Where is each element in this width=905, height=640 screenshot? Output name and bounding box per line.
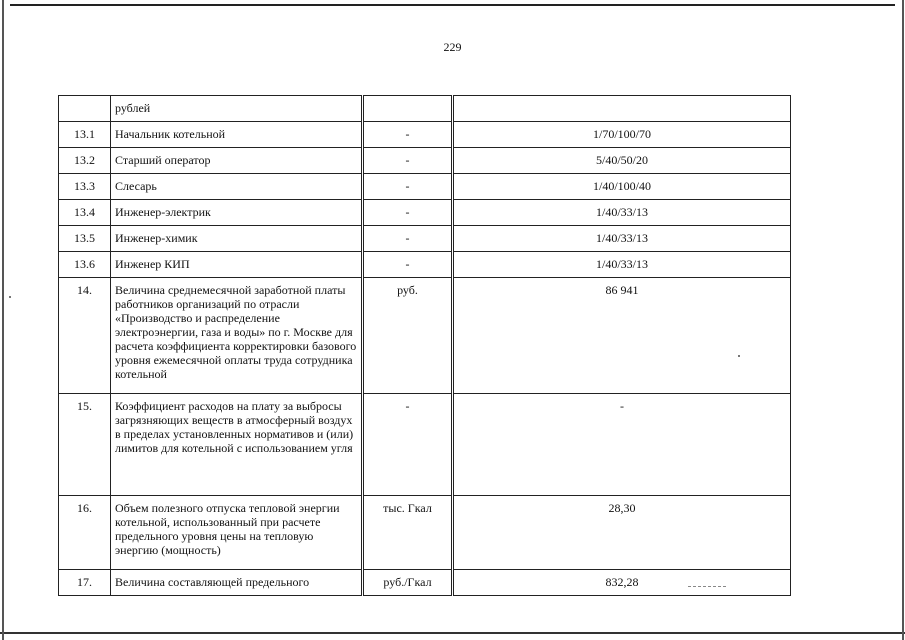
- table-row: [59, 200, 791, 226]
- row-name: Коэффициент расходов на плату за выбросы загрязняющих веществ в атмосферный воздух в пределах установленных нормативов и (или) лимитов для котельной с использованием угля: [111, 394, 363, 496]
- row-number: 13.1: [59, 122, 111, 148]
- table-row: [59, 394, 791, 496]
- row-value: 28,30: [453, 496, 791, 570]
- scan-border-right: [902, 0, 904, 640]
- table-row: [59, 96, 791, 122]
- row-unit: тыс. Гкал: [363, 496, 453, 570]
- row-unit: -: [363, 394, 453, 496]
- table-row: [59, 570, 791, 596]
- row-name: рублей: [111, 96, 363, 122]
- row-number: 16.: [59, 496, 111, 570]
- scan-border-left: [2, 0, 4, 640]
- row-name: Величина среднемесячной заработной платы работников организаций по отрасли «Производство и распределение электроэнергии, газа и воды» по г. Москве для расчета коэффициента корректировки базового уровня ежемесячной оплаты труда сотрудника котельной: [111, 278, 363, 394]
- row-number: [59, 96, 111, 122]
- row-value: 1/40/33/13: [453, 252, 791, 278]
- row-name: Величина составляющей предельного: [111, 570, 363, 596]
- row-unit: -: [363, 200, 453, 226]
- row-value: 1/40/33/13: [453, 226, 791, 252]
- table-row: [59, 174, 791, 200]
- row-number: 15.: [59, 394, 111, 496]
- page-number: 229: [443, 40, 462, 54]
- row-unit: руб./Гкал: [363, 570, 453, 596]
- row-number: 13.4: [59, 200, 111, 226]
- row-name: Инженер-химик: [111, 226, 363, 252]
- row-name: Инженер КИП: [111, 252, 363, 278]
- row-number: 17.: [59, 570, 111, 596]
- scan-border-bottom: [0, 632, 905, 634]
- table-row: [59, 252, 791, 278]
- row-unit: -: [363, 226, 453, 252]
- row-value: 1/40/100/40: [453, 174, 791, 200]
- row-number: 13.3: [59, 174, 111, 200]
- row-value: -: [453, 394, 791, 496]
- row-number: 14.: [59, 278, 111, 394]
- table-row: [59, 148, 791, 174]
- row-number: 13.2: [59, 148, 111, 174]
- row-name: Объем полезного отпуска тепловой энергии котельной, использованный при расчете предельного уровня цены на тепловую энергию (мощность): [111, 496, 363, 570]
- table-row: [59, 496, 791, 570]
- row-number: 13.6: [59, 252, 111, 278]
- row-unit: -: [363, 148, 453, 174]
- row-value: 832,28: [453, 570, 791, 596]
- row-value: 86 941: [453, 278, 791, 394]
- row-value: 1/70/100/70: [453, 122, 791, 148]
- table-row: [59, 226, 791, 252]
- row-unit: -: [363, 252, 453, 278]
- row-name: Начальник котельной: [111, 122, 363, 148]
- scan-border-top: [10, 4, 895, 6]
- row-unit: руб.: [363, 278, 453, 394]
- data-table: [58, 95, 791, 596]
- row-number: 13.5: [59, 226, 111, 252]
- row-unit: [363, 96, 453, 122]
- row-unit: -: [363, 122, 453, 148]
- row-name: Инженер-электрик: [111, 200, 363, 226]
- scan-speck: [9, 296, 11, 298]
- row-name: Слесарь: [111, 174, 363, 200]
- row-value: 1/40/33/13: [453, 200, 791, 226]
- row-unit: -: [363, 174, 453, 200]
- table-row: [59, 278, 791, 394]
- row-name: Старший оператор: [111, 148, 363, 174]
- row-value: 5/40/50/20: [453, 148, 791, 174]
- table-row: [59, 122, 791, 148]
- row-value: [453, 96, 791, 122]
